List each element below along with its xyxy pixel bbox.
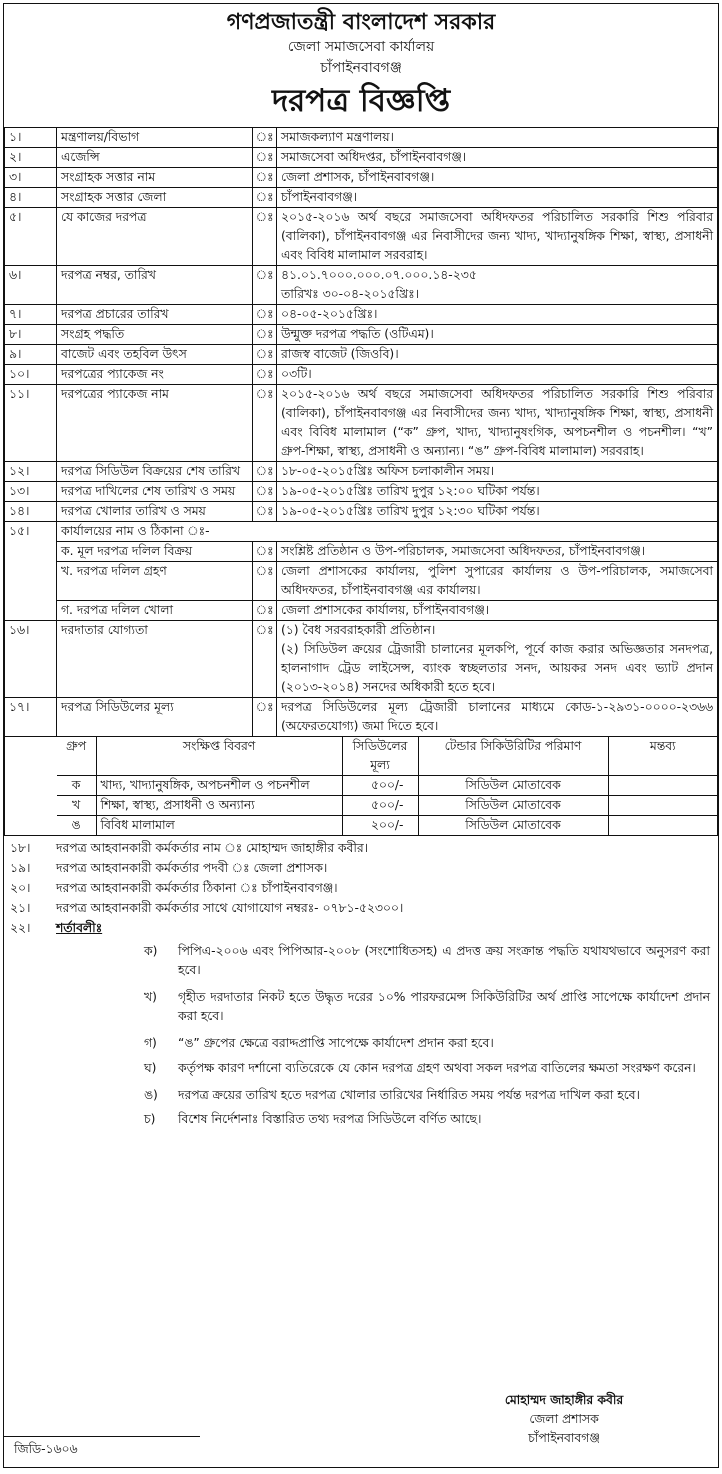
condition-key: খ) [144,990,157,1004]
condition-key: ঙ) [144,1088,158,1102]
official-contact-line [4,899,718,919]
table-row [5,266,718,305]
condition-item [144,1086,710,1105]
header-group: গ্রুপ [57,737,97,776]
row-number: ১৪। [5,502,57,522]
table-row [5,522,718,542]
row-label: দরপত্র প্রচারের তারিখ [57,305,253,325]
row-label: সংগ্রাহক সত্তার জেলা [57,188,253,208]
row-number: ৩। [5,168,57,188]
line-number: ২২। [10,921,31,935]
line-number: ২০। [10,881,31,895]
line-number: ২১। [10,901,31,915]
row-colon: ঃ [253,168,277,188]
row-label: গ. দরপত্র দলিল খোলা [57,601,253,621]
official-address-line [4,879,718,899]
schedule-header [57,737,718,776]
line-text: দরপত্র আহবানকারী কর্মকর্তার নাম ঃ মোহাম্মদ জাহাঙ্গীর কবীর। [56,841,369,855]
table-row [5,698,718,737]
cell-remark [608,816,718,836]
row-label: এজেন্সি [57,148,253,168]
spacer [5,737,57,836]
signature-block [484,1391,644,1448]
notice-header [4,4,718,127]
header-price: সিডিউলের মূল্য [342,737,418,776]
footer-divider [4,1436,200,1437]
condition-key: ঘ) [144,1061,157,1075]
schedule-table [57,737,718,836]
row-value-cell [277,621,718,698]
cell-price: ২০০/- [342,816,418,836]
row-colon: ঃ [253,266,277,305]
qualification-2: (২) সিডিউল ক্রয়ের ট্রেজারী চালানের মূলকপি, পূর্বে কাজ করার অভিজ্ঞতার সনদপত্র, হালনাগাদ ট্রেড লাইসেন্স, ব্যাংক স্বচ্ছলতার সনদ, আয়কর সনদ এবং ভ্যাট প্রদান (২০১৩-২০১৪) সনদের অধিকারী হতে হবে। [281,642,713,694]
cell-group: ঙ [57,816,97,836]
row-number: ১০। [5,365,57,385]
table-row [5,188,718,208]
row-value-cell [277,266,718,305]
row-label: যে কাজের দরপত্র [57,208,253,266]
row-colon: ঃ [253,462,277,482]
row-colon: ঃ [253,325,277,345]
row-colon: ঃ [253,188,277,208]
row-value: ২০১৫-২০১৬ অর্থ বছরে সমাজসেবা অধিদফতর পরিচালিত সরকারি শিশু পরিবার (বালিকা), চাঁপাইনবাবগঞ্জ এর নিবাসীদের জন্য খাদ্য, খাদ্যানুষঙ্গিক শিক্ষা, স্বাস্থ্য, প্রসাধনী এবং বিবিধ মালামাল সরবরাহ। [277,208,718,266]
row-colon: ঃ [253,345,277,365]
row-number: ২। [5,148,57,168]
row-value: জেলা প্রশাসকের কার্যালয়, পুলিশ সুপারের কার্যালয় ও উপ-পরিচালক, সমাজসেবা অধিদফতর, চাঁপাইনবাবগঞ্জ এর কার্যালয়। [277,562,718,601]
row-label: দরপত্র খোলার তারিখ ও সময় [57,502,253,522]
row-value: ০৪-০৫-২০১৫খ্রিঃ। [277,305,718,325]
row-number: ১১। [5,385,57,462]
line-text: দরপত্র আহবানকারী কর্মকর্তার সাথে যোগাযোগ নম্বরঃ- ০৭৮১-৫২৩০০। [56,901,404,915]
table-row [57,816,718,836]
row-colon: ঃ [253,482,277,502]
line-text: দরপত্র আহবানকারী কর্মকর্তার ঠিকানা ঃ চাঁপাইনবাবগঞ্জ। [56,881,338,895]
row-value: দরপত্র সিডিউলের মূল্য ট্রেজারী চালানের মাধ্যমে কোড-১-২৯৩১-০০০০-২৩৬৬ (অফেরতযোগ্য) জমা দিতে হবে। [277,698,718,737]
header-remark: মন্তব্য [608,737,718,776]
row-value: ০৩টি। [277,365,718,385]
row-colon: ঃ [253,148,277,168]
table-row [5,542,718,562]
cell-security: সিডিউল মোতাবেক [418,816,608,836]
table-row [5,621,718,698]
table-row [5,482,718,502]
row-colon: ঃ [253,365,277,385]
footer-code: জিডি-১৬০৬ [14,1442,78,1456]
row-value: সমাজকল্যাণ মন্ত্রণালয়। [277,128,718,148]
condition-text: কর্তৃপক্ষ কারণ দর্শানো ব্যতিরেকে যে কোন দরপত্র গ্রহণ অথবা সকল দরপত্র বাতিলের ক্ষমতা সংরক্ষণ করেন। [178,1061,696,1075]
row-colon: ঃ [253,542,277,562]
tender-notice-page [3,3,719,1468]
row-colon: ঃ [253,305,277,325]
row-number: ১৩। [5,482,57,502]
row-label: মন্ত্রণালয়/বিভাগ [57,128,253,148]
header-desc: সংক্ষিপ্ত বিবরণ [96,737,342,776]
signatory-name: মোহাম্মদ জাহাঙ্গীর কবীর [504,1393,624,1407]
row-colon: ঃ [253,502,277,522]
district-name: চাঁপাইনবাবগঞ্জ [320,60,402,76]
condition-text: “ঙ” গ্রুপের ক্ষেত্রে বরাদ্দপ্রাপ্তি সাপেক্ষে কার্যাদেশ প্রদান করা হবে। [178,1036,494,1050]
row-colon: ঃ [253,208,277,266]
table-row [5,502,718,522]
row-number: ৫। [5,208,57,266]
condition-item [144,988,710,1026]
row-value: সংশ্লিষ্ট প্রতিষ্ঠান ও উপ-পরিচালক, সমাজসেবা অধিদফতর, চাঁপাইনবাবগঞ্জ। [277,542,718,562]
cell-group: খ [57,796,97,816]
tender-date: তারিখঃ ৩০-০৪-২০১৫খ্রিঃ। [281,287,420,301]
row-label: খ. দরপত্র দলিল গ্রহণ [57,562,253,601]
row-label: সংগ্রহ পদ্ধতি [57,325,253,345]
table-row [5,365,718,385]
tender-details-table [4,127,718,836]
row-label: কার্যালয়ের নাম ও ঠিকানা ঃ- [57,522,718,542]
table-row [5,128,718,148]
row-label: দরপত্রের প্যাকেজ নং [57,365,253,385]
table-row [5,148,718,168]
cell-desc: শিক্ষা, স্বাস্থ্য, প্রসাধনী ও অন্যান্য [96,796,342,816]
line-text: দরপত্র আহবানকারী কর্মকর্তার পদবী ঃ জেলা প্রশাসক। [56,861,328,875]
row-value: চাঁপাইনবাবগঞ্জ। [277,188,718,208]
row-label: দরদাতার যোগ্যতা [57,621,253,698]
condition-key: চ) [144,1112,156,1126]
condition-item [144,1059,710,1078]
table-row [5,208,718,266]
table-row [5,385,718,462]
table-row [57,776,718,796]
row-value: ২০১৫-২০১৬ অর্থ বছরে সমাজসেবা অধিদফতর পরিচালিত সরকারি শিশু পরিবার (বালিকা), চাঁপাইনবাবগঞ্জ এর নিবাসীদের জন্য খাদ্য, খাদ্যানুষঙ্গিক শিক্ষা, স্বাস্থ্য, প্রসাধনী এবং বিবিধ মালামাল (“ক” গ্রুপ, খাদ্য, খাদ্যানুষংগিক, অপচনশীল ও পচনশীল। “খ” গ্রুপ-শিক্ষা, স্বাস্থ্য, প্রসাধনী ও অন্যান্য। “ঙ” গ্রুপ-বিবিধ মালামাল) সরবরাহ। [277,385,718,462]
table-row [5,562,718,601]
row-number: ১৭। [5,698,57,737]
official-name-line [4,839,718,859]
row-label: দরপত্রের প্যাকেজ নাম [57,385,253,462]
row-number: ৬। [5,266,57,305]
table-row [57,796,718,816]
signatory-designation: জেলা প্রশাসক [529,1412,599,1426]
conditions-title: শর্তাবলীঃ [56,921,103,935]
row-value: জেলা প্রশাসক, চাঁপাইনবাবগঞ্জ। [277,168,718,188]
office-name: জেলা সমাজসেবা কার্যালয় [287,39,435,55]
row-value: ১৯-০৫-২০১৫খ্রিঃ তারিখ দুপুর ১২:৩০ ঘটিকা পর্যন্ত। [277,502,718,522]
row-number: ১৫। [5,522,57,621]
row-colon: ঃ [253,128,277,148]
cell-remark [608,776,718,796]
row-value: জেলা প্রশাসকের কার্যালয়, চাঁপাইনবাবগঞ্জ। [277,601,718,621]
table-row [5,462,718,482]
condition-key: গ) [144,1036,157,1050]
govt-title: গণপ্রজাতন্ত্রী বাংলাদেশ সরকার [226,9,496,35]
row-value: রাজস্ব বাজেট (জিওবি)। [277,345,718,365]
table-row [5,601,718,621]
line-number: ১৮। [10,841,31,855]
condition-text: বিশেষ নির্দেশনাঃ বিস্তারিত তথ্য দরপত্র সিডিউলে বর্ণিত আছে। [178,1112,482,1126]
row-label: দরপত্র নম্বর, তারিখ [57,266,253,305]
cell-desc: খাদ্য, খাদ্যানুষঙ্গিক, অপচনশীল ও পচনশীল [96,776,342,796]
condition-text: পিপিএ-২০০৬ এবং পিপিআর-২০০৮ (সংশোধিতসহ) এ প্রদত্ত ক্রয় সংক্রান্ত পদ্ধতি যথাযথভাবে অনুসরণ করা হবে। [178,944,710,977]
condition-item [144,1034,710,1053]
row-colon: ঃ [253,698,277,737]
cell-remark [608,796,718,816]
row-colon: ঃ [253,562,277,601]
table-row [5,325,718,345]
row-colon: ঃ [253,621,277,698]
condition-key: ক) [144,944,158,958]
table-row [5,305,718,325]
tender-number: ৪১.০১.৭০০০.০০০.০৭.০০০.১৪-২৩৫ [281,268,477,282]
row-number: ১২। [5,462,57,482]
row-value: ১৮-০৫-২০১৫খ্রিঃ অফিস চলাকালীন সময়। [277,462,718,482]
row-label: দরপত্র সিডিউলের মূল্য [57,698,253,737]
notice-title: দরপত্র বিজ্ঞপ্তি [271,83,451,119]
condition-item [144,942,710,980]
cell-price: ৫০০/- [342,796,418,816]
schedule-row [5,737,718,836]
condition-text: গৃহীত দরদাতার নিকট হতে উদ্ধৃত দরের ১০% পারফরমেন্স সিকিউরিটির অর্থ প্রাপ্তি সাপেক্ষে কার্যাদেশ প্রদান করা হবে। [178,990,710,1023]
row-value: উন্মুক্ত দরপত্র পদ্ধতি (ওটিএম)। [277,325,718,345]
cell-price: ৫০০/- [342,776,418,796]
cell-security: সিডিউল মোতাবেক [418,776,608,796]
row-number: ৮। [5,325,57,345]
row-colon: ঃ [253,385,277,462]
row-number: ৯। [5,345,57,365]
row-value: সমাজসেবা অধিদপ্তর, চাঁপাইনবাবগঞ্জ। [277,148,718,168]
qualification-1: (১) বৈধ সরবরাহকারী প্রতিষ্ঠান। [281,623,436,637]
table-row [5,345,718,365]
cell-group: ক [57,776,97,796]
cell-security: সিডিউল মোতাবেক [418,796,608,816]
line-number: ১৯। [10,861,31,875]
row-value: ১৯-০৫-২০১৫খ্রিঃ তারিখ দুপুর ১২:০০ ঘটিকা পর্যন্ত। [277,482,718,502]
row-number: ৭। [5,305,57,325]
row-label: বাজেট এবং তহবিল উৎস [57,345,253,365]
row-colon: ঃ [253,601,277,621]
row-label: ক. মূল দরপত্র দলিল বিক্রয় [57,542,253,562]
row-number: ১৬। [5,621,57,698]
condition-item [144,1110,710,1129]
row-label: দরপত্র দাখিলের শেষ তারিখ ও সময় [57,482,253,502]
official-designation-line [4,859,718,879]
signatory-place: চাঁপাইনবাবগঞ্জ [528,1431,600,1445]
schedule-cell [57,737,718,836]
table-row [5,168,718,188]
row-number: ১। [5,128,57,148]
header-security: টেন্ডার সিকিউরিটির পরিমাণ [418,737,608,776]
conditions-heading [4,919,718,939]
row-label: দরপত্র সিডিউল বিক্রয়ের শেষ তারিখ [57,462,253,482]
row-number: ৪। [5,188,57,208]
cell-desc: বিবিধ মালামাল [96,816,342,836]
condition-text: দরপত্র ক্রয়ের তারিখ হতে দরপত্র খোলার তারিখের নির্ধারিত সময় পর্যন্ত দরপত্র দাখিল করা হবে। [178,1088,640,1102]
row-label: সংগ্রাহক সত্তার নাম [57,168,253,188]
